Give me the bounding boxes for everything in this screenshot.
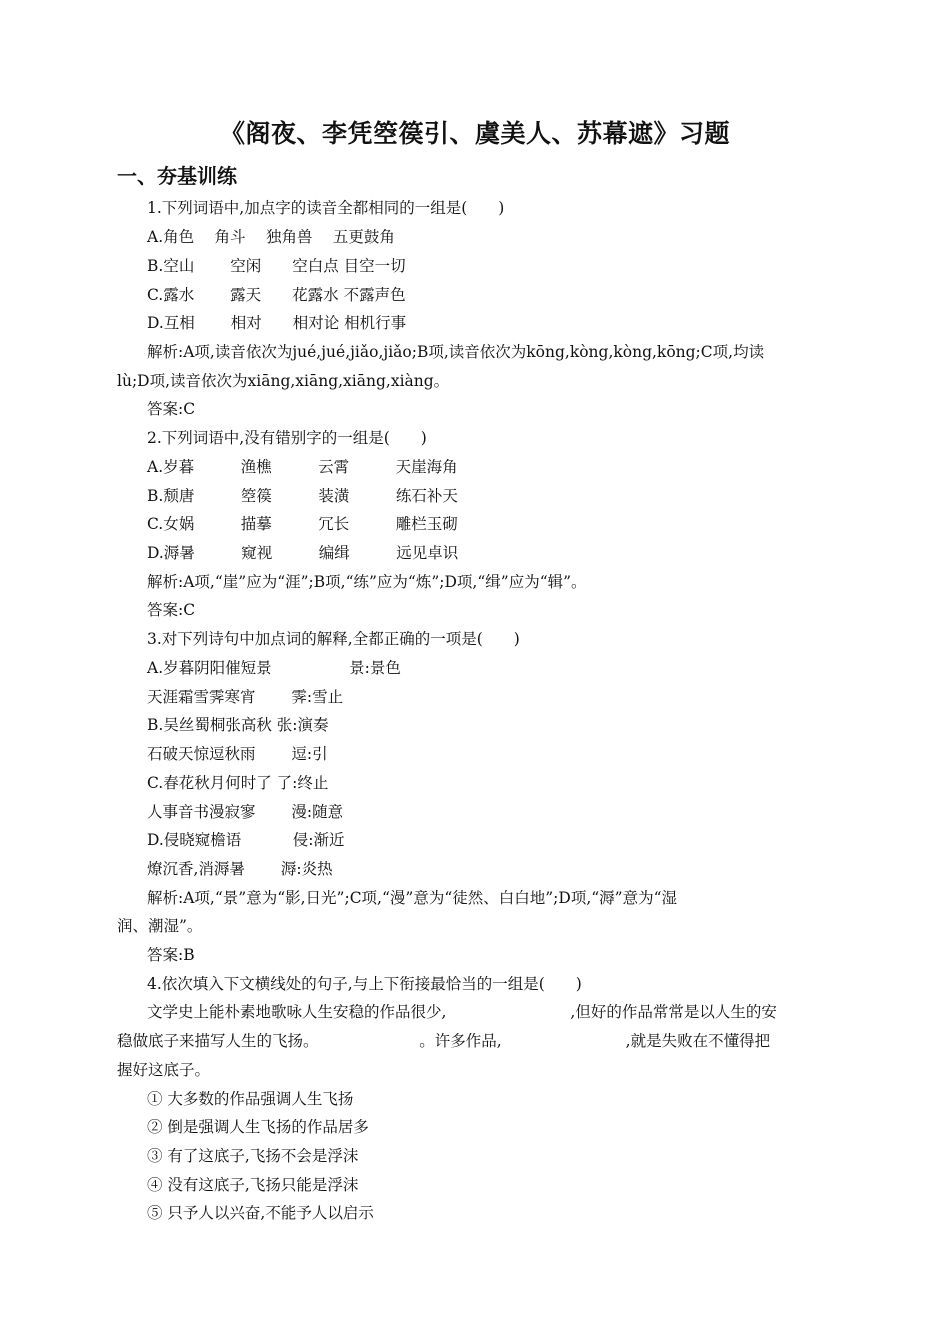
q1-option-c: C.露水 露天 花露水 不露声色: [147, 286, 406, 304]
q1-analysis-line2: lù;D项,读音依次为xiāng,xiāng,xiāng,xiàng。: [117, 372, 450, 390]
q3-option-b1: B.吴丝蜀桐张高秋 张:演奏: [147, 716, 329, 734]
q3-option-d2: 燎沉香,消溽暑 溽:炎热: [147, 860, 333, 878]
q2-answer: 答案:C: [147, 601, 196, 619]
q3-option-b2: 石破天惊逗秋雨 逗:引: [147, 745, 328, 763]
q3-analysis-line1: 解析:A项,“景”意为“影,日光”;C项,“漫”意为“徒然、白白地”;D项,“溽”意为“湿: [147, 889, 678, 907]
q1-option-b: B.空山 空闲 空白点 目空一切: [147, 257, 406, 275]
q4-passage-line1: 文学史上能朴素地歌咏人生安稳的作品很少, ,但好的作品常常是以人生的安: [147, 1003, 777, 1021]
q1-option-a: A.角色 角斗 独角兽 五更鼓角: [147, 228, 395, 246]
q2-option-c: C.女娲 描摹 冗长 雕栏玉砌: [147, 515, 458, 533]
q4-choice-3: ③ 有了这底子,飞扬不会是浮沫: [147, 1147, 359, 1165]
q3-option-a2: 天涯霜雪霁寒宵 霁:雪止: [147, 688, 344, 706]
q4-stem: 4.依次填入下文横线处的句子,与上下衔接最恰当的一组是( ): [147, 975, 582, 993]
q3-answer: 答案:B: [147, 946, 195, 964]
q3-option-c2: 人事音书漫寂寥 漫:随意: [147, 803, 344, 821]
q4-choice-4: ④ 没有这底子,飞扬只能是浮沫: [147, 1176, 359, 1194]
page-title: 《阁夜、李凭箜篌引、虞美人、苏幕遮》习题: [219, 119, 730, 148]
section-heading: 一、夯基训练: [117, 164, 237, 188]
q1-answer: 答案:C: [147, 400, 196, 418]
q4-passage-line2: 稳做底子来描写人生的飞扬。 。许多作品, ,就是失败在不懂得把: [117, 1032, 771, 1050]
q3-option-d1: D.侵晓窥檐语 侵:渐近: [147, 831, 345, 849]
q3-stem: 3.对下列诗句中加点词的解释,全都正确的一项是( ): [147, 630, 520, 648]
q2-option-d: D.溽暑 窥视 编缉 远见卓识: [147, 544, 459, 562]
q4-choice-5: ⑤ 只予人以兴奋,不能予人以启示: [147, 1204, 374, 1222]
q3-option-c1: C.春花秋月何时了 了:终止: [147, 774, 329, 792]
q2-analysis: 解析:A项,“崖”应为“涯”;B项,“练”应为“炼”;D项,“缉”应为“辑”。: [147, 573, 587, 591]
q2-stem: 2.下列词语中,没有错别字的一组是( ): [147, 429, 427, 447]
q2-option-a: A.岁暮 渔樵 云霄 天崖海角: [147, 458, 458, 476]
q4-choice-1: ① 大多数的作品强调人生飞扬: [147, 1090, 354, 1108]
q4-choice-2: ② 倒是强调人生飞扬的作品居多: [147, 1118, 369, 1136]
q3-analysis-line2: 润、潮湿”。: [117, 917, 203, 935]
q3-option-a1: A.岁暮阴阳催短景 景:景色: [147, 659, 401, 677]
q1-option-d: D.互相 相对 相对论 相机行事: [147, 314, 407, 332]
q1-analysis-line1: 解析:A项,读音依次为jué,jué,jiǎo,jiǎo;B项,读音依次为kōng,kòng,kòng,kōng;C项,均读: [147, 343, 765, 361]
q1-stem: 1.下列词语中,加点字的读音全都相同的一组是( ): [147, 199, 505, 217]
q2-option-b: B.颓唐 箜篌 装潢 练石补天: [147, 487, 458, 505]
q4-passage-line3: 握好这底子。: [117, 1061, 211, 1079]
